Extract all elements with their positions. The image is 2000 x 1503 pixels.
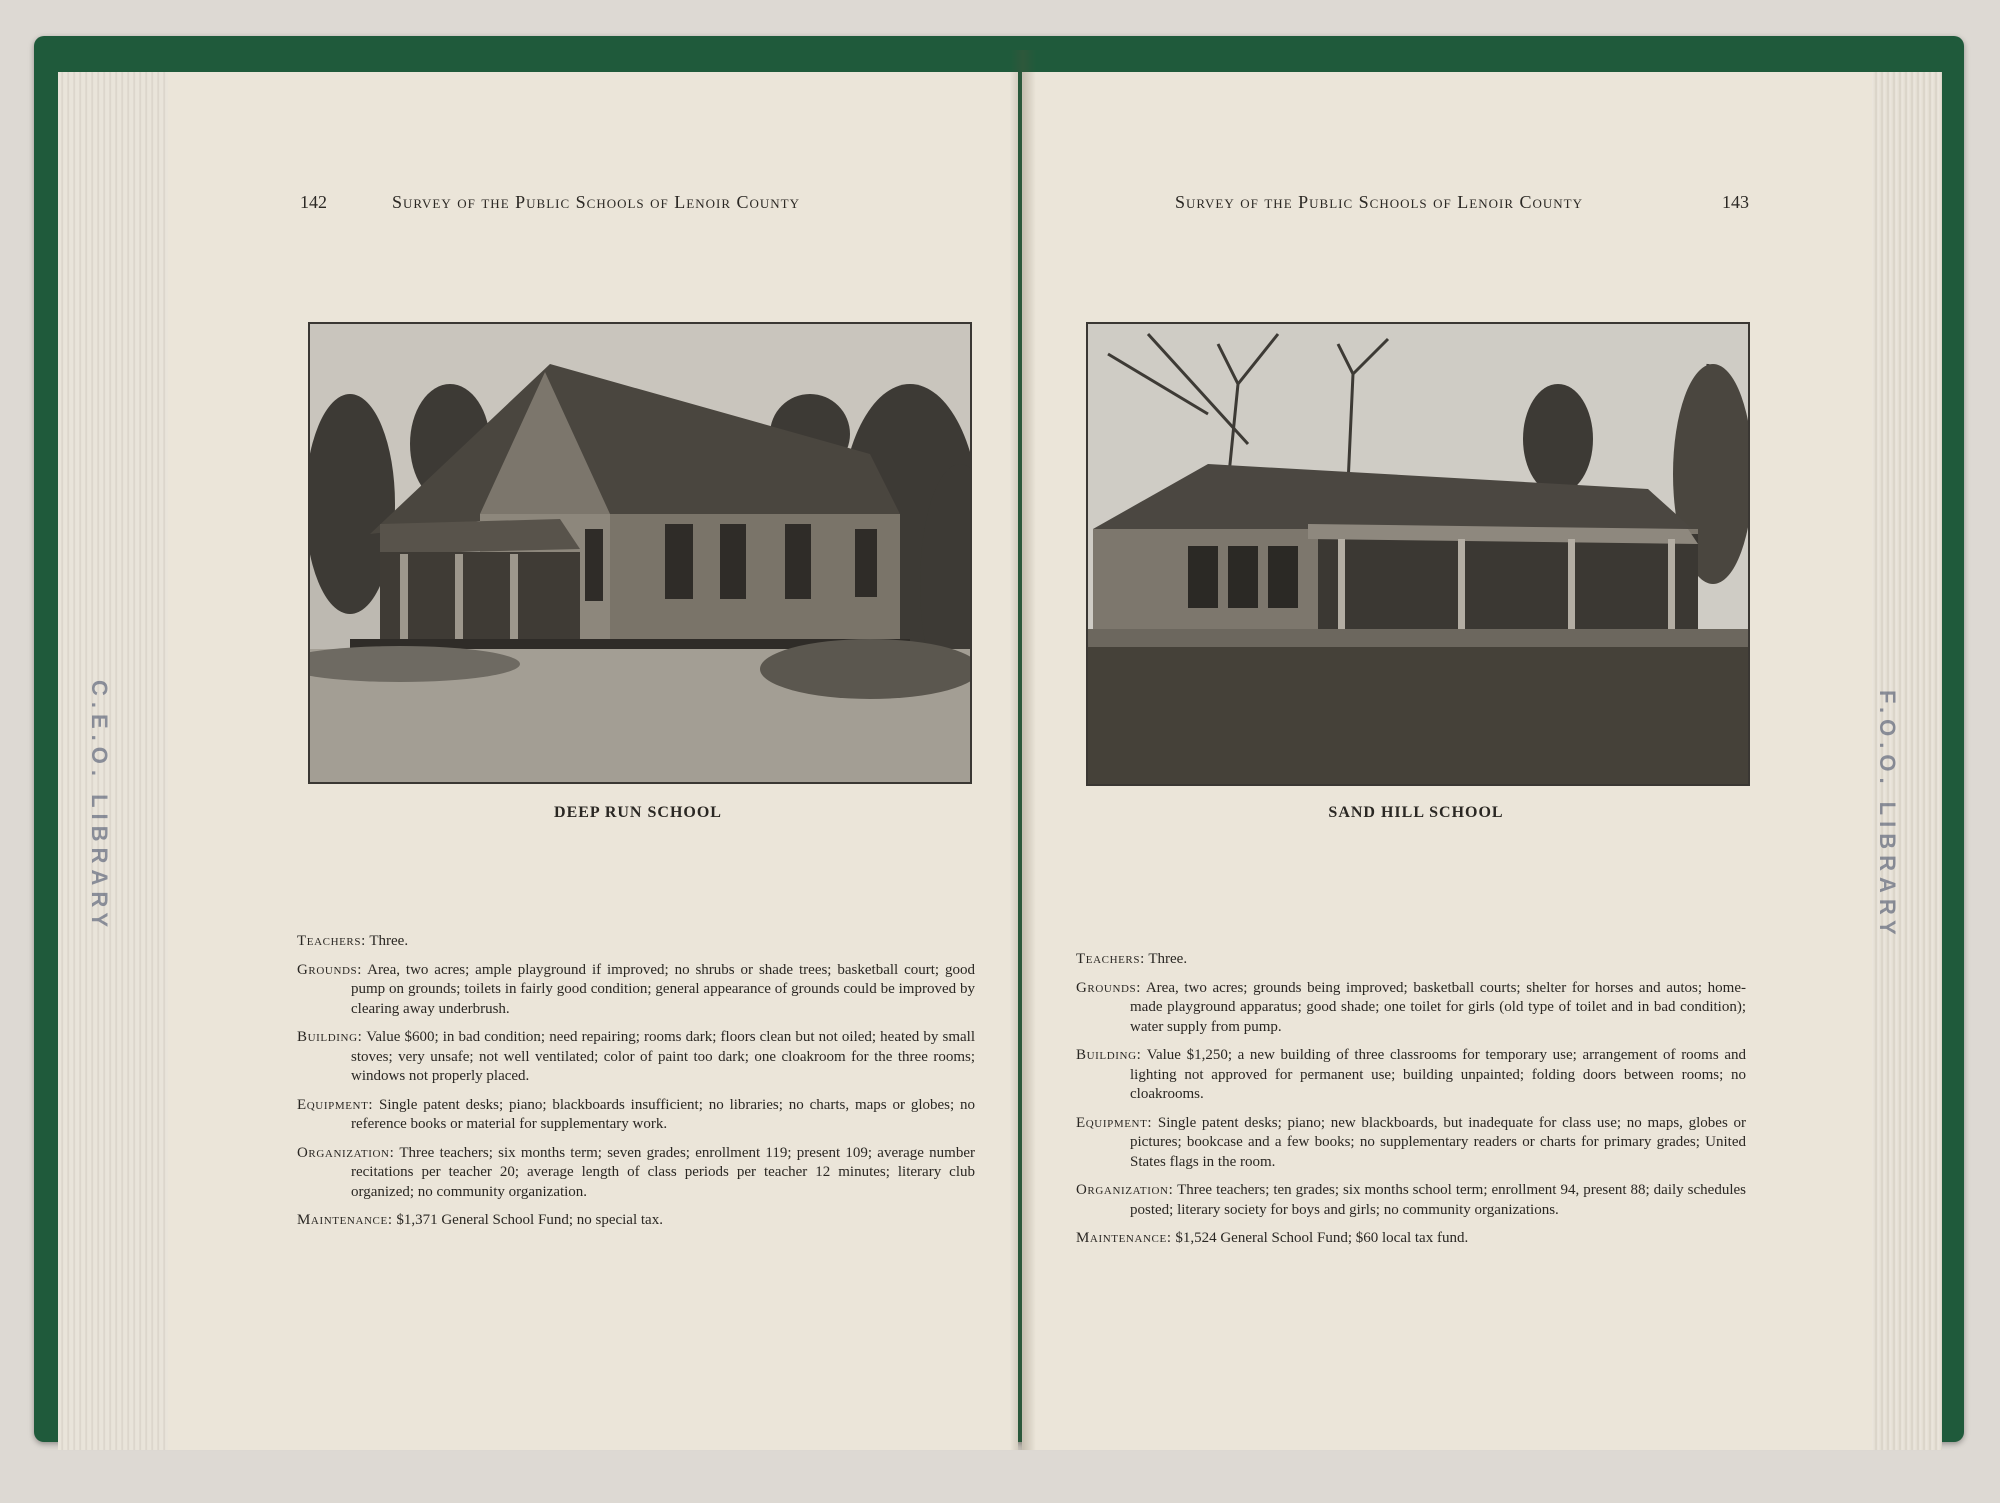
deep-run-school-caption: DEEP RUN SCHOOL — [554, 804, 722, 821]
entry-grounds: Grounds: Area, two acres; ample playground if improved; no shrubs or shade trees; basketball court; good pump on grounds; toilets in fairly good condition; general appearance of grounds could be improved by clearing away underbrush. — [297, 961, 975, 1017]
right-running-head: Survey of the Public Schools of Lenoir County — [1175, 192, 1583, 212]
entry-teachers: Teachers: Three. — [297, 933, 409, 949]
deep-run-school-entries — [297, 932, 975, 1240]
right-page-number: 143 — [1722, 192, 1749, 212]
entry-grounds: Grounds: Area, two acres; grounds being improved; basketball courts; shelter for horses and autos; home-made playground apparatus; good shade; one toilet for girls (old type of toilet and in bad condition); water supply from pump. — [1076, 979, 1746, 1035]
left-page-edges — [58, 72, 168, 1450]
left-page-number: 142 — [300, 192, 327, 212]
entry-equipment: Equipment: Single patent desks; piano; new blackboards, but inadequate for class use; no maps, globes or pictures; bookcase and a few books; no supplementary readers or charts for primary grades; United States flags in the room. — [1076, 1114, 1746, 1170]
entry-maintenance: Maintenance: $1,524 General School Fund; $60 local tax fund. — [1076, 1230, 1469, 1246]
library-stamp-right: F.O.O. LIBRARY — [1875, 690, 1900, 941]
library-stamp-left: C.E.O. LIBRARY — [87, 680, 112, 934]
book-gutter — [1010, 50, 1036, 1450]
entry-organization: Organization: Three teachers; ten grades; six months school term; enrollment 94, present 88; daily schedules posted; literary society for boys and girls; no community organizations. — [1076, 1182, 1746, 1218]
sand-hill-school-entries — [1076, 950, 1746, 1258]
entry-equipment: Equipment: Single patent desks; piano; blackboards insufficient; no libraries; no charts, maps or globes; no reference books or material for supplementary work. — [297, 1096, 975, 1132]
entry-maintenance: Maintenance: $1,371 General School Fund; no special tax. — [297, 1212, 663, 1228]
entry-building: Building: Value $1,250; a new building of three classrooms for temporary use; arrangement of rooms and lighting not approved for permanent use; building unpainted; folding doors between rooms; no cloakrooms. — [1076, 1047, 1746, 1102]
entry-organization: Organization: Three teachers; six months term; seven grades; enrollment 119; present 109; average number recitations per teacher 20; average length of class periods per teacher 12 minutes; literary club organized; no community organization. — [297, 1144, 975, 1200]
sand-hill-school-photo — [1086, 322, 1750, 786]
left-running-head: Survey of the Public Schools of Lenoir County — [392, 192, 800, 212]
deep-run-school-photo — [308, 322, 972, 784]
entry-teachers: Teachers: Three. — [1076, 951, 1188, 967]
entry-building: Building: Value $600; in bad condition; need repairing; rooms dark; floors clean but not oiled; heated by small stoves; very unsafe; not well ventilated; color of paint too dark; one cloakroom for the three rooms; windows not properly placed. — [297, 1029, 975, 1084]
sand-hill-school-caption: SAND HILL SCHOOL — [1328, 804, 1504, 821]
